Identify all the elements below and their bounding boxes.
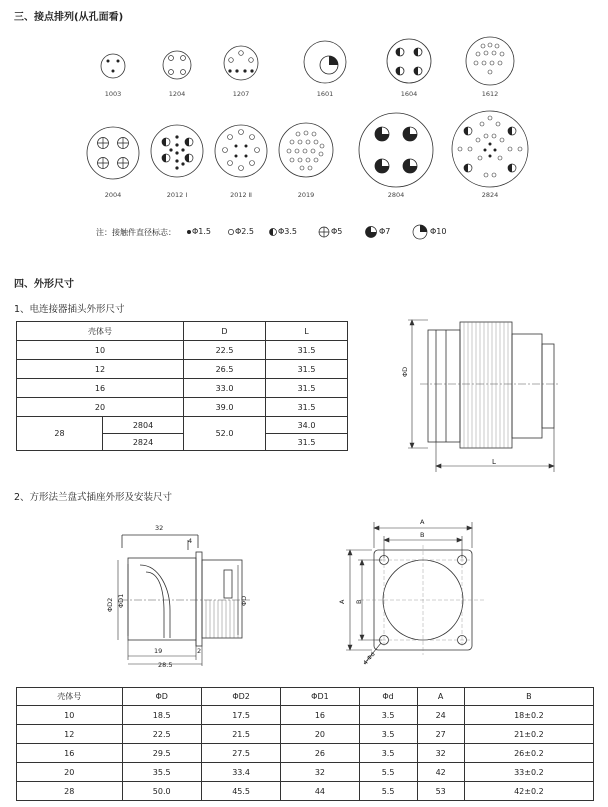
label-1204: 1204	[168, 90, 186, 98]
label-1601: 1601	[316, 90, 334, 98]
flange-b-vertical-label: B	[355, 599, 363, 604]
note-item-6: Φ10	[430, 227, 447, 236]
table-row: 16 33.0 31.5	[17, 379, 348, 398]
dim-2: 2	[197, 647, 202, 655]
t1-header-d: D	[184, 322, 266, 341]
subsection1-title: 1、电连接器插头外形尺寸	[14, 304, 125, 315]
label-2804: 2804	[387, 191, 405, 199]
dim-4: 4	[188, 537, 193, 545]
note-prefix: 注：接触件直径标志：	[96, 228, 176, 237]
dim-d: ΦD	[240, 595, 248, 606]
label-1003: 1003	[104, 90, 122, 98]
section3-title: 三、接点排列(从孔面看)	[14, 12, 124, 23]
flange-b-label: B	[420, 531, 425, 539]
table-row: 20 35.5 33.4 32 5.5 42 33±0.2	[17, 763, 594, 782]
table-row: 20 39.0 31.5	[17, 398, 348, 417]
table-row: 12 22.5 21.5 20 3.5 27 21±0.2	[17, 725, 594, 744]
note-item-5: Φ7	[379, 227, 391, 236]
table-row: 10 22.5 31.5	[17, 341, 348, 360]
table-row: 28 2804 52.0 34.0	[17, 417, 348, 434]
label-2019: 2019	[297, 191, 315, 199]
flange-hole-label: 4-Φd	[362, 650, 377, 667]
label-2824: 2824	[481, 191, 499, 199]
label-2012-1: 2012 Ⅰ	[166, 191, 188, 199]
dim-32: 32	[155, 524, 164, 532]
label-2012-2: 2012 Ⅱ	[230, 191, 252, 199]
t1-header-shell: 壳体号	[17, 322, 184, 341]
note-item-3: Φ3.5	[278, 227, 298, 236]
plug-l-label: L	[492, 458, 496, 466]
plug-d-label: ΦD	[401, 366, 409, 377]
dim-28-5: 28.5	[158, 661, 173, 669]
subsection2-title: 2、方形法兰盘式插座外形及安装尺寸	[14, 492, 173, 503]
section4-title: 四、外形尺寸	[14, 279, 74, 290]
table-row: 28 50.0 45.5 44 5.5 53 42±0.2	[17, 782, 594, 801]
table-row: 16 29.5 27.5 26 3.5 32 26±0.2	[17, 744, 594, 763]
flange-a-label: A	[420, 518, 425, 526]
table-row: 10 18.5 17.5 16 3.5 24 18±0.2	[17, 706, 594, 725]
note-item-1: Φ1.5	[192, 227, 212, 236]
label-1207: 1207	[232, 90, 250, 98]
note-item-4: Φ5	[331, 227, 343, 236]
dim-19: 19	[154, 647, 163, 655]
dim-d2: ΦD2	[106, 597, 114, 612]
label-2004: 2004	[104, 191, 122, 199]
dim-d1: ΦD1	[117, 593, 125, 608]
table-row: 2824 31.5	[17, 434, 348, 451]
note-item-2: Φ2.5	[235, 227, 255, 236]
flange-a-vertical-label: A	[338, 599, 346, 604]
table-row: 12 26.5 31.5	[17, 360, 348, 379]
receptacle-dimension-table: 壳体号 ΦD ΦD2 ΦD1 Φd A B 10 18.5 17.5 16 3.5 24 18±0.2 12 22.5 21.5 20 3.5 27 21±0.2 16 29.5 27.5 26 3.5 32 26±0.2 20 35.5 33.4 32 5.5 42 33±0.2 28 50.0 45.5 44 5.5 53 42±0.2	[16, 687, 594, 801]
t1-header-l: L	[266, 322, 348, 341]
label-1612: 1612	[481, 90, 499, 98]
label-1604: 1604	[400, 90, 418, 98]
